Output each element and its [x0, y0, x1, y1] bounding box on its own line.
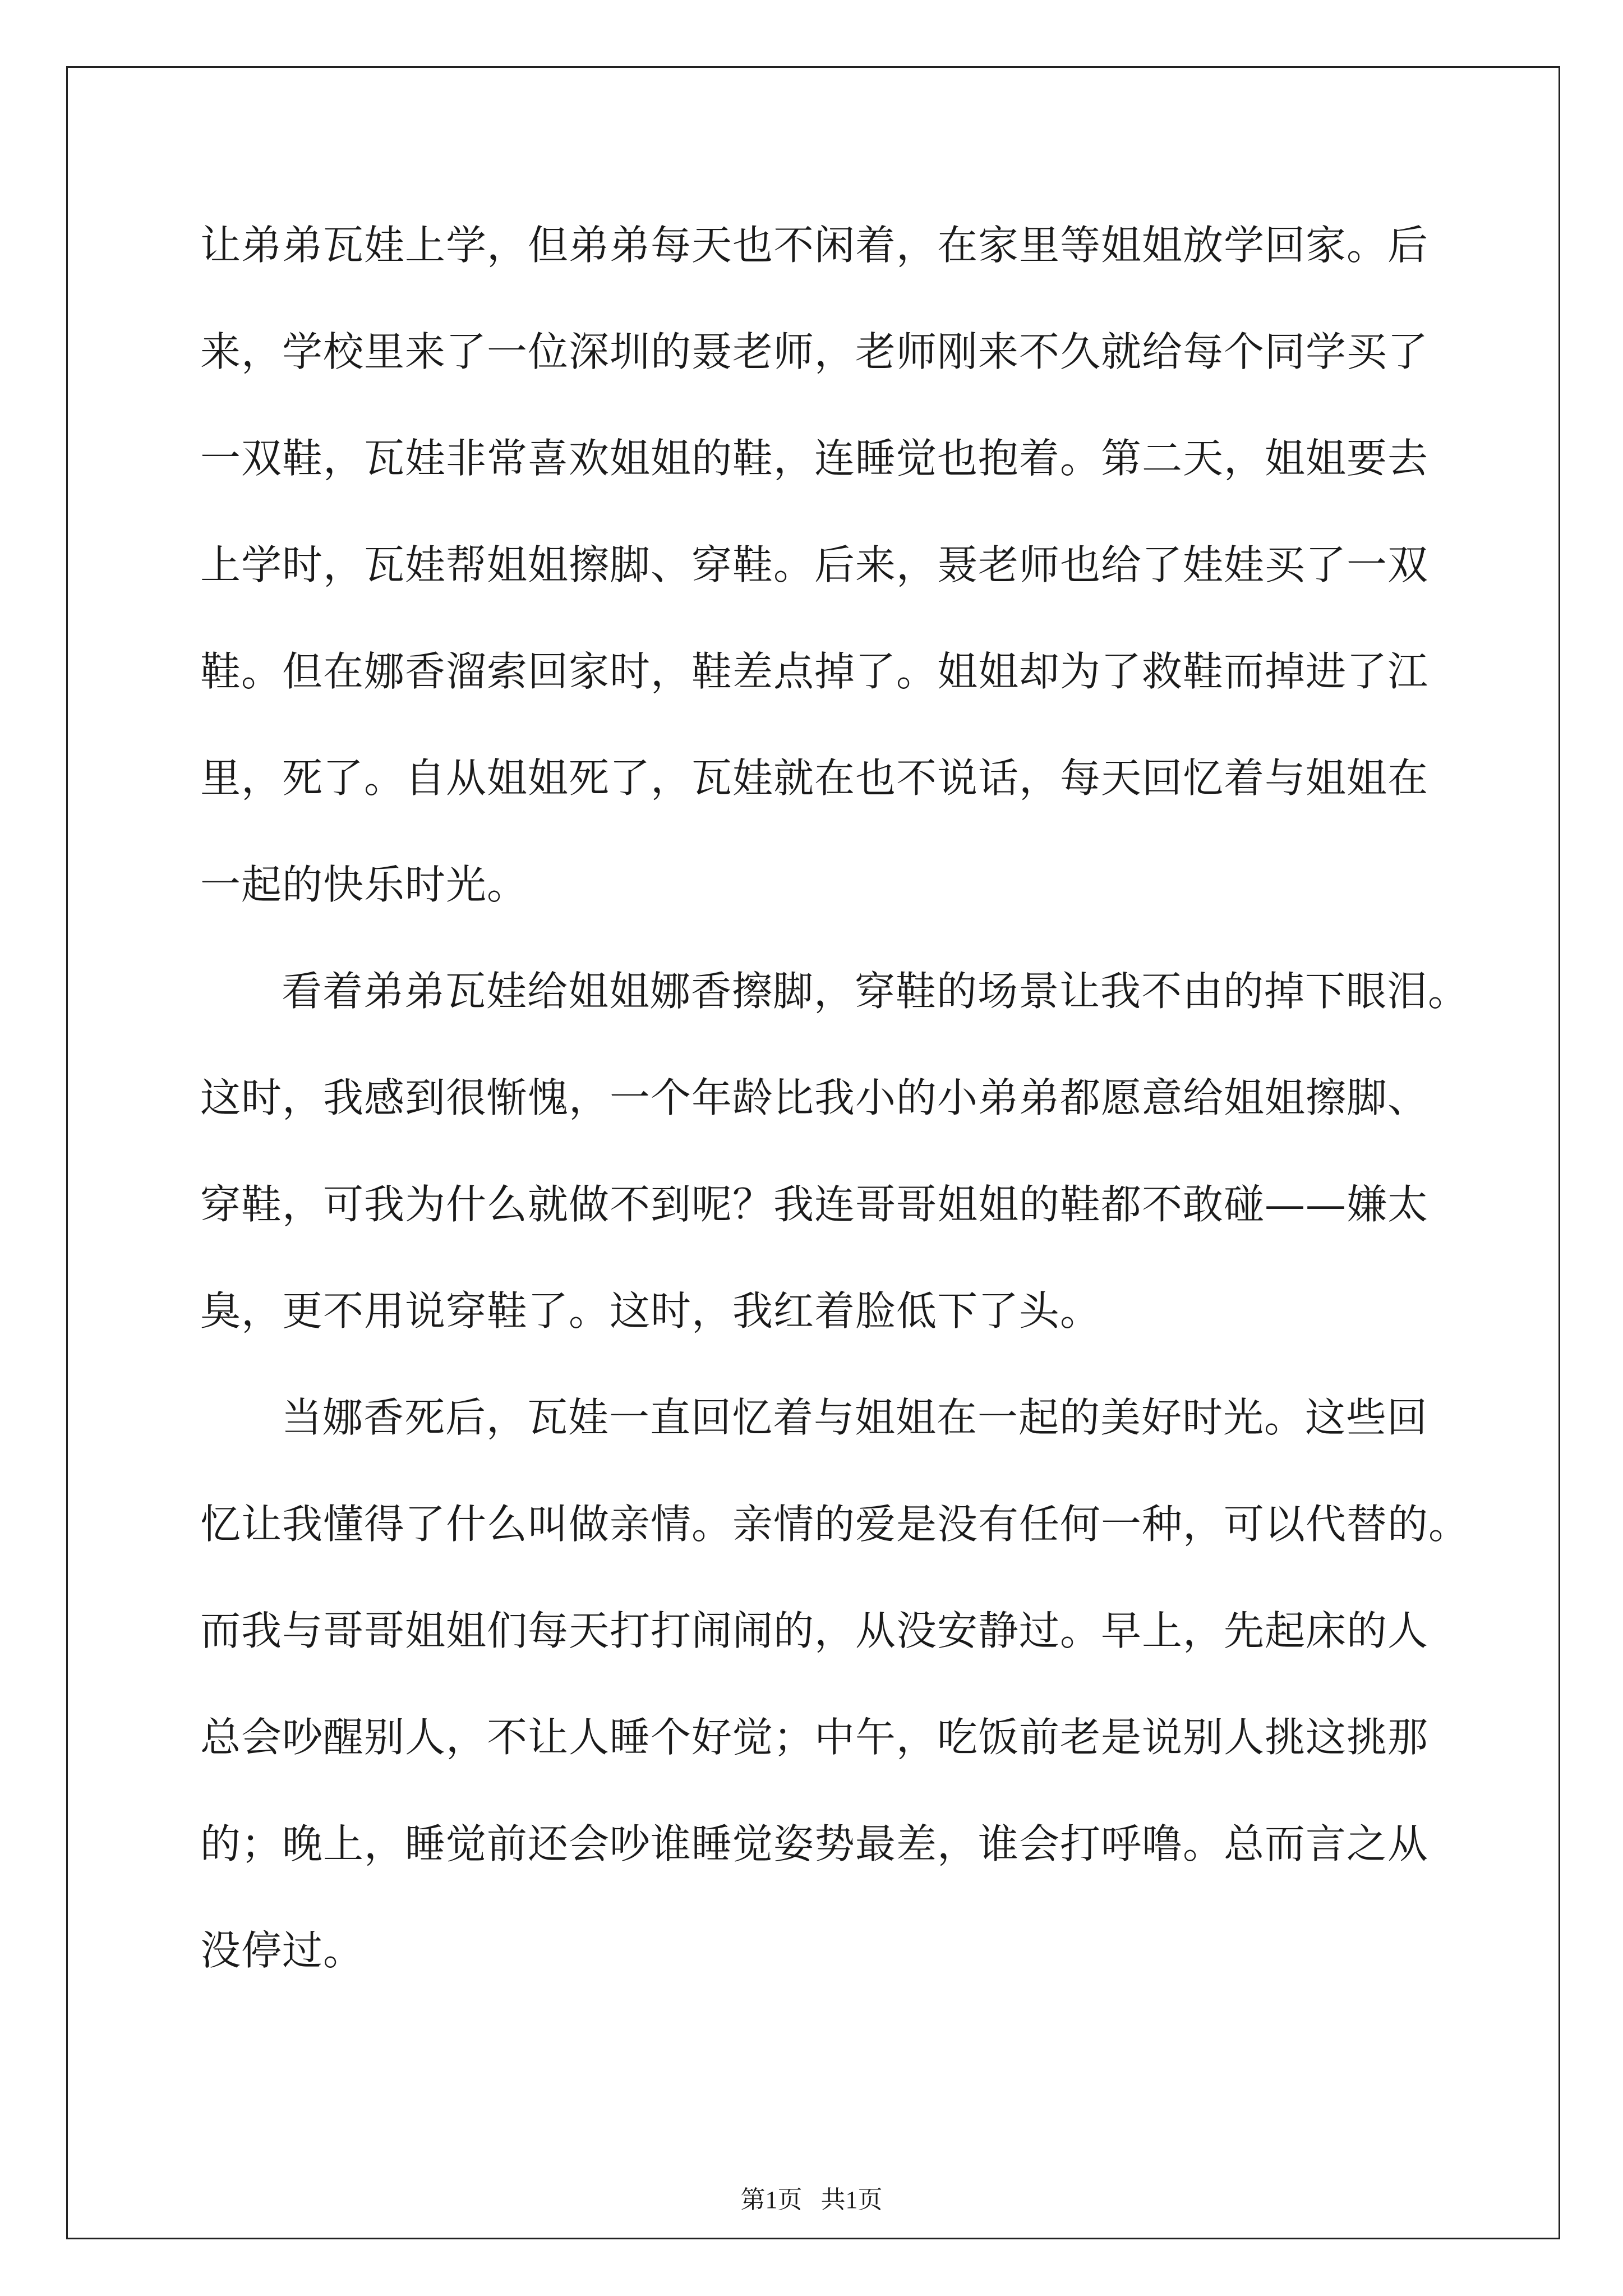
text-line: 这时，我感到很惭愧，一个年龄比我小的小弟弟都愿意给姐姐擦脚、: [200, 1074, 1429, 1121]
text-line: 总会吵醒别人，不让人睡个好觉；中午，吃饭前老是说别人挑这挑那: [200, 1714, 1429, 1761]
text-line: 让弟弟瓦娃上学，但弟弟每天也不闲着，在家里等姐姐放学回家。后: [200, 222, 1429, 269]
document-body: [200, 210, 1470, 2022]
paragraph-first-line: 看着弟弟瓦娃给姐姐娜香擦脚，穿鞋的场景让我不由的掉下眼泪。: [282, 968, 1469, 1015]
text-line: 上学时，瓦娃帮姐姐擦脚、穿鞋。后来，聂老师也给了娃娃买了一双: [200, 541, 1429, 588]
paragraph-first-line: 当娜香死后，瓦娃一直回忆着与姐姐在一起的美好时光。这些回: [282, 1394, 1428, 1441]
text-line: 的；晚上，睡觉前还会吵谁睡觉姿势最差，谁会打呼噜。总而言之从: [200, 1820, 1429, 1867]
page-number-footer: 第1页 共1页: [740, 2186, 883, 2214]
text-line: 鞋。但在娜香溜索回家时，鞋差点掉了。姐姐却为了救鞋而掉进了江: [200, 648, 1429, 695]
text-line: 忆让我懂得了什么叫做亲情。亲情的爱是没有任何一种，可以代替的。: [200, 1501, 1470, 1548]
text-line: 一起的快乐时光。: [200, 861, 528, 908]
text-line: 臭，更不用说穿鞋了。这时，我红着脸低下了头。: [200, 1287, 1101, 1335]
text-line: 来，学校里来了一位深圳的聂老师，老师刚来不久就给每个同学买了: [200, 328, 1429, 375]
text-line: 没停过。: [200, 1927, 365, 1974]
text-line: 里，死了。自从姐姐死了，瓦娃就在也不说话，每天回忆着与姐姐在: [200, 754, 1429, 802]
text-line: 而我与哥哥姐姐们每天打打闹闹的，从没安静过。早上，先起床的人: [200, 1607, 1429, 1654]
text-line: 穿鞋，可我为什么就做不到呢？我连哥哥姐姐的鞋都不敢碰——嫌太: [200, 1181, 1429, 1228]
text-line: 一双鞋，瓦娃非常喜欢姐姐的鞋，连睡觉也抱着。第二天，姐姐要去: [200, 435, 1429, 482]
